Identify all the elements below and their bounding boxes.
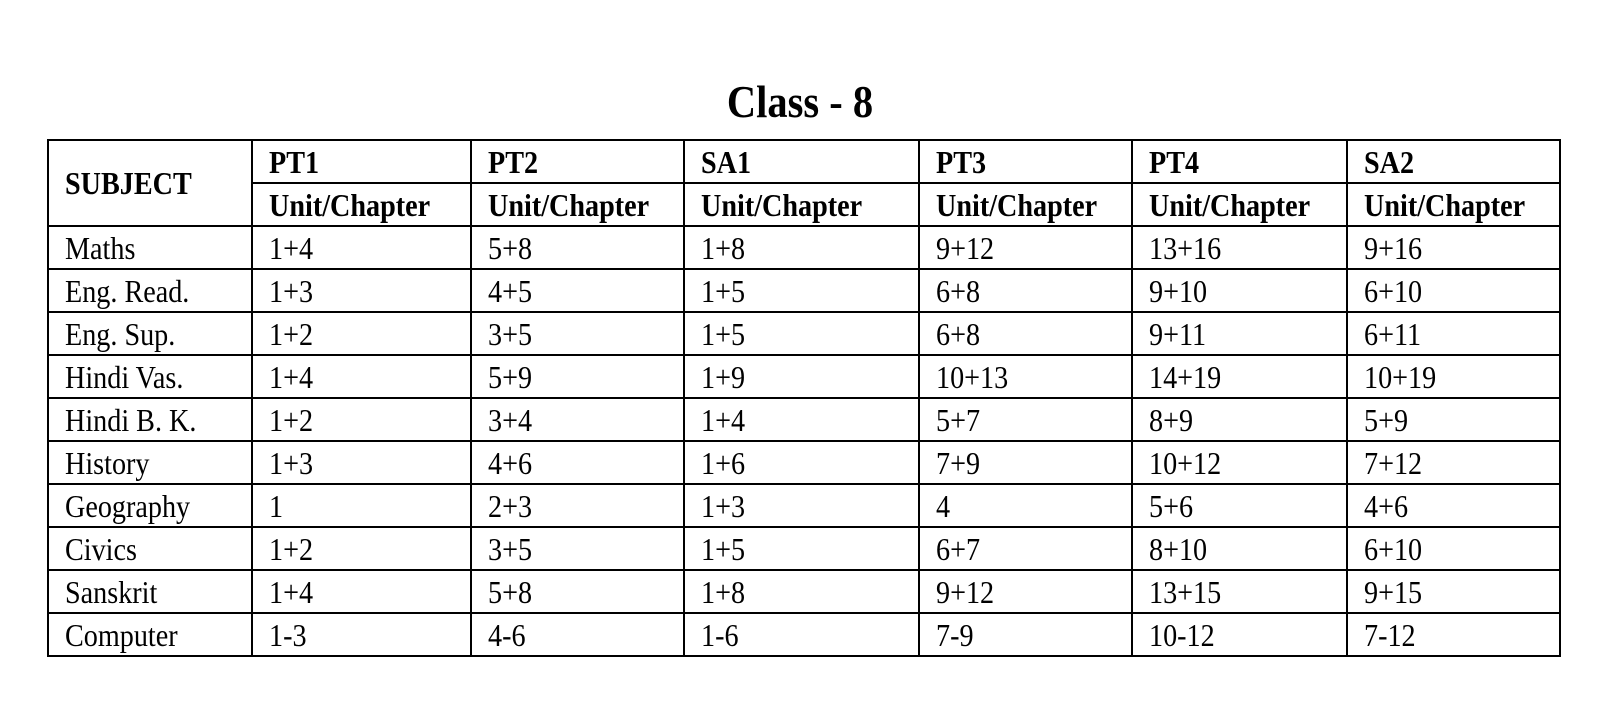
- chapter-cell: 5+6: [1132, 484, 1346, 527]
- table-row: [48, 398, 1560, 441]
- table-row: [48, 226, 1560, 269]
- chapter-cell: 4+5: [471, 269, 684, 312]
- chapter-cell: 7-12: [1347, 613, 1560, 656]
- subject-cell: Hindi B. K.: [48, 398, 252, 441]
- chapter-cell: 10-12: [1132, 613, 1346, 656]
- column-subheader: Unit/Chapter: [684, 183, 919, 226]
- chapter-cell: 13+15: [1132, 570, 1346, 613]
- chapter-cell: 1+5: [684, 312, 919, 355]
- chapter-cell: 6+10: [1347, 269, 1560, 312]
- chapter-cell: 9+16: [1347, 226, 1560, 269]
- column-header-pt4: PT4: [1132, 140, 1346, 183]
- chapter-cell: 1+8: [684, 226, 919, 269]
- chapter-cell: 1+5: [684, 527, 919, 570]
- column-subheader: Unit/Chapter: [471, 183, 684, 226]
- chapter-cell: 8+10: [1132, 527, 1346, 570]
- header-row-units: [48, 183, 1560, 226]
- subject-header: SUBJECT: [48, 140, 252, 226]
- chapter-cell: 4-6: [471, 613, 684, 656]
- table-row: [48, 355, 1560, 398]
- table-row: [48, 484, 1560, 527]
- chapter-cell: 1: [252, 484, 470, 527]
- chapter-cell: 7+12: [1347, 441, 1560, 484]
- chapter-cell: 6+11: [1347, 312, 1560, 355]
- chapter-cell: 9+12: [919, 570, 1132, 613]
- page-title: Class - 8: [726, 76, 874, 127]
- chapter-cell: 3+5: [471, 312, 684, 355]
- chapter-cell: 1+3: [252, 441, 470, 484]
- table-row: [48, 527, 1560, 570]
- table-row: [48, 441, 1560, 484]
- chapter-cell: 1+3: [252, 269, 470, 312]
- chapter-cell: 1+3: [684, 484, 919, 527]
- chapter-cell: 1-3: [252, 613, 470, 656]
- chapter-cell: 9+10: [1132, 269, 1346, 312]
- subject-cell: Computer: [48, 613, 252, 656]
- column-subheader: Unit/Chapter: [252, 183, 470, 226]
- chapter-cell: 6+10: [1347, 527, 1560, 570]
- column-subheader: Unit/Chapter: [1347, 183, 1560, 226]
- column-subheader: Unit/Chapter: [1132, 183, 1346, 226]
- chapter-cell: 10+13: [919, 355, 1132, 398]
- chapter-cell: 7-9: [919, 613, 1132, 656]
- chapter-cell: 1+2: [252, 312, 470, 355]
- chapter-cell: 1+4: [252, 570, 470, 613]
- subject-cell: Civics: [48, 527, 252, 570]
- subject-cell: Geography: [48, 484, 252, 527]
- table-header: [48, 140, 1560, 226]
- chapter-cell: 5+8: [471, 570, 684, 613]
- chapter-cell: 1+5: [684, 269, 919, 312]
- subject-cell: Sanskrit: [48, 570, 252, 613]
- chapter-cell: 6+7: [919, 527, 1132, 570]
- chapter-cell: 1+4: [684, 398, 919, 441]
- subject-cell: Hindi Vas.: [48, 355, 252, 398]
- subject-cell: History: [48, 441, 252, 484]
- subject-cell: Maths: [48, 226, 252, 269]
- chapter-cell: 1+4: [252, 355, 470, 398]
- chapter-cell: 1+2: [252, 398, 470, 441]
- column-header-pt2: PT2: [471, 140, 684, 183]
- header-row-exams: [48, 140, 1560, 183]
- chapter-cell: 1+4: [252, 226, 470, 269]
- table-row: [48, 312, 1560, 355]
- table-row: [48, 269, 1560, 312]
- chapter-cell: 5+8: [471, 226, 684, 269]
- chapter-cell: 9+12: [919, 226, 1132, 269]
- chapter-cell: 14+19: [1132, 355, 1346, 398]
- chapter-cell: 5+9: [1347, 398, 1560, 441]
- table-body: [48, 226, 1560, 656]
- column-header-sa2: SA2: [1347, 140, 1560, 183]
- column-header-sa1: SA1: [684, 140, 919, 183]
- chapter-cell: 3+5: [471, 527, 684, 570]
- chapter-cell: 1+6: [684, 441, 919, 484]
- chapter-cell: 4: [919, 484, 1132, 527]
- chapter-cell: 4+6: [1347, 484, 1560, 527]
- chapter-cell: 4+6: [471, 441, 684, 484]
- chapter-cell: 2+3: [471, 484, 684, 527]
- chapter-cell: 5+7: [919, 398, 1132, 441]
- chapter-cell: 10+19: [1347, 355, 1560, 398]
- chapter-cell: 1+2: [252, 527, 470, 570]
- chapter-cell: 1+9: [684, 355, 919, 398]
- subject-cell: Eng. Read.: [48, 269, 252, 312]
- column-header-pt1: PT1: [252, 140, 470, 183]
- chapter-cell: 1-6: [684, 613, 919, 656]
- subject-cell: Eng. Sup.: [48, 312, 252, 355]
- chapter-cell: 10+12: [1132, 441, 1346, 484]
- column-header-pt3: PT3: [919, 140, 1132, 183]
- chapter-cell: 5+9: [471, 355, 684, 398]
- chapter-cell: 7+9: [919, 441, 1132, 484]
- syllabus-table: [47, 139, 1561, 657]
- chapter-cell: 13+16: [1132, 226, 1346, 269]
- table-row: [48, 570, 1560, 613]
- table-row: [48, 613, 1560, 656]
- column-subheader: Unit/Chapter: [919, 183, 1132, 226]
- chapter-cell: 8+9: [1132, 398, 1346, 441]
- chapter-cell: 6+8: [919, 312, 1132, 355]
- chapter-cell: 1+8: [684, 570, 919, 613]
- chapter-cell: 9+11: [1132, 312, 1346, 355]
- chapter-cell: 3+4: [471, 398, 684, 441]
- chapter-cell: 6+8: [919, 269, 1132, 312]
- chapter-cell: 9+15: [1347, 570, 1560, 613]
